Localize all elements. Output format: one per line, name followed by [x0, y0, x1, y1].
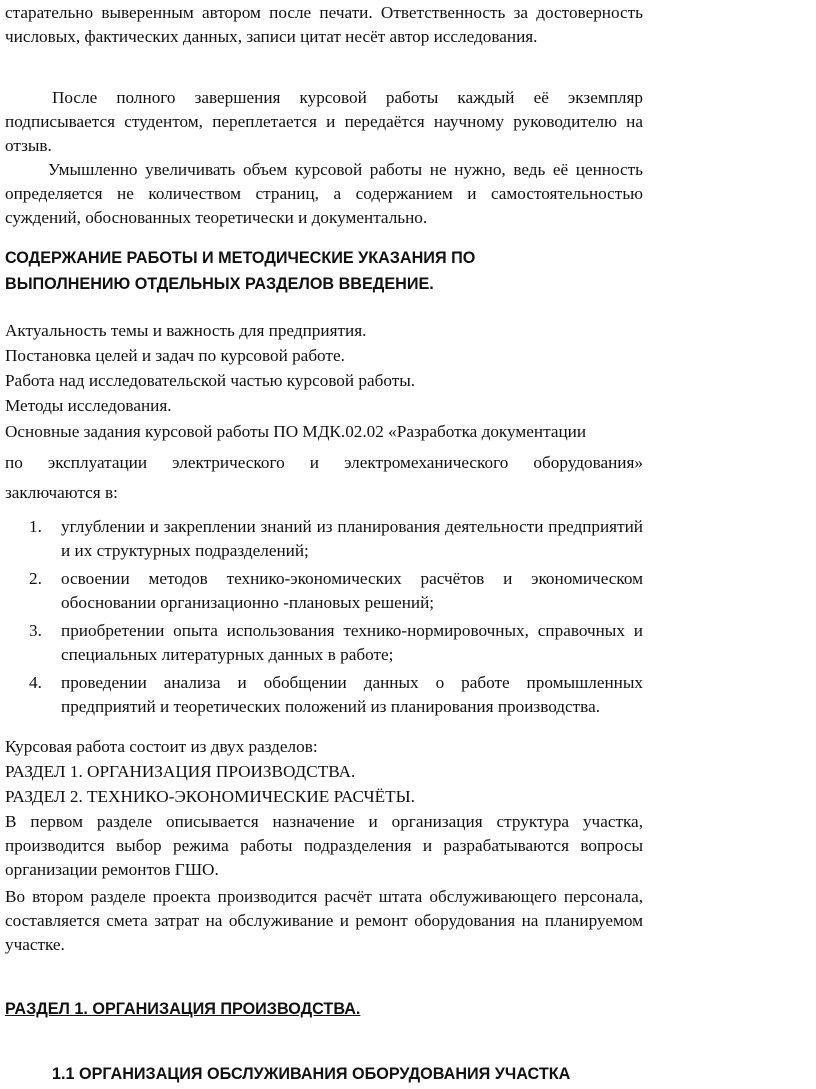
part1-heading: РАЗДЕЛ 1. ОРГАНИЗАЦИЯ ПРОИЗВОДСТВА. [5, 1000, 361, 1018]
topic-goals: Постановка целей и задач по курсовой работе. [5, 346, 345, 365]
section2-description: Во втором разделе проекта производится расчёт штата обслуживающего персонала, составляется смета затрат на обслуживание и ремонт оборудования на планируемом участке. [5, 887, 643, 954]
section2-title: РАЗДЕЛ 2. ТЕХНИКО-ЭКОНОМИЧЕСКИЕ РАСЧЁТЫ. [5, 787, 415, 806]
list-number: 1. [29, 517, 42, 536]
list-item-text: приобретении опыта использования технико-нормировочных, справочных и специальных литературных данных в работе; [61, 621, 643, 664]
structure-intro: Курсовая работа состоит из двух разделов: [5, 737, 318, 756]
list-item [29, 619, 643, 667]
list-item [29, 567, 643, 615]
list-number: 4. [29, 673, 42, 692]
subsection-heading: 1.1 ОРГАНИЗАЦИЯ ОБСЛУЖИВАНИЯ ОБОРУДОВАНИЯ УЧАСТКА [52, 1065, 571, 1083]
list-item [29, 515, 643, 563]
section1-description: В первом разделе описывается назначение и организация структура участка, производится выбор режима работы подразделения и разрабатываются вопросы организации ремонтов ГШО. [5, 812, 643, 879]
topic-methods: Методы исследования. [5, 396, 172, 415]
list-item-text: освоении методов технико-экономических расчётов и экономическом обосновании организационно -плановых решений; [61, 569, 643, 612]
list-number: 2. [29, 569, 42, 588]
goals-list [29, 515, 643, 719]
topic-research: Работа над исследовательской частью курсовой работы. [5, 371, 416, 390]
list-item [29, 671, 643, 719]
list-number: 3. [29, 621, 42, 640]
tasks-intro-line-2: по эксплуатации электрического и электромеханического оборудования» [5, 453, 643, 472]
tasks-intro-line-3: заключаются в: [5, 483, 118, 502]
intro-paragraph-2: После полного завершения курсовой работы каждый её экземпляр подписывается студентом, переплетается и передаётся научному руководителю на отзыв. [5, 88, 643, 155]
list-item-text: проведении анализа и обобщении данных о работе промышленных предприятий и теоретических положений из планирования производства. [61, 673, 643, 716]
section1-title: РАЗДЕЛ 1. ОРГАНИЗАЦИЯ ПРОИЗВОДСТВА. [5, 762, 356, 781]
tasks-intro-line-1: Основные задания курсовой работы ПО МДК.02.02 «Разработка документации [5, 422, 587, 441]
intro-paragraph-1: старательно выверенным автором после печати. Ответственность за достоверность числовых, фактических данных, записи цитат несёт автор исследования. [5, 3, 643, 46]
section-heading: СОДЕРЖАНИЕ РАБОТЫ И МЕТОДИЧЕСКИЕ УКАЗАНИЯ ПО ВЫПОЛНЕНИЮ ОТДЕЛЬНЫХ РАЗДЕЛОВ ВВЕДЕНИЕ. [5, 249, 476, 293]
list-item-text: углублении и закреплении знаний из планирования деятельности предприятий и их структурных подразделений; [61, 517, 643, 560]
topic-relevance: Актуальность темы и важность для предприятия. [5, 321, 367, 340]
intro-paragraph-3: Умышленно увеличивать объем курсовой работы не нужно, ведь её ценность определяется не количеством страниц, а содержанием и самостоятельностью суждений, обоснованных теоретически и документально. [5, 160, 643, 227]
